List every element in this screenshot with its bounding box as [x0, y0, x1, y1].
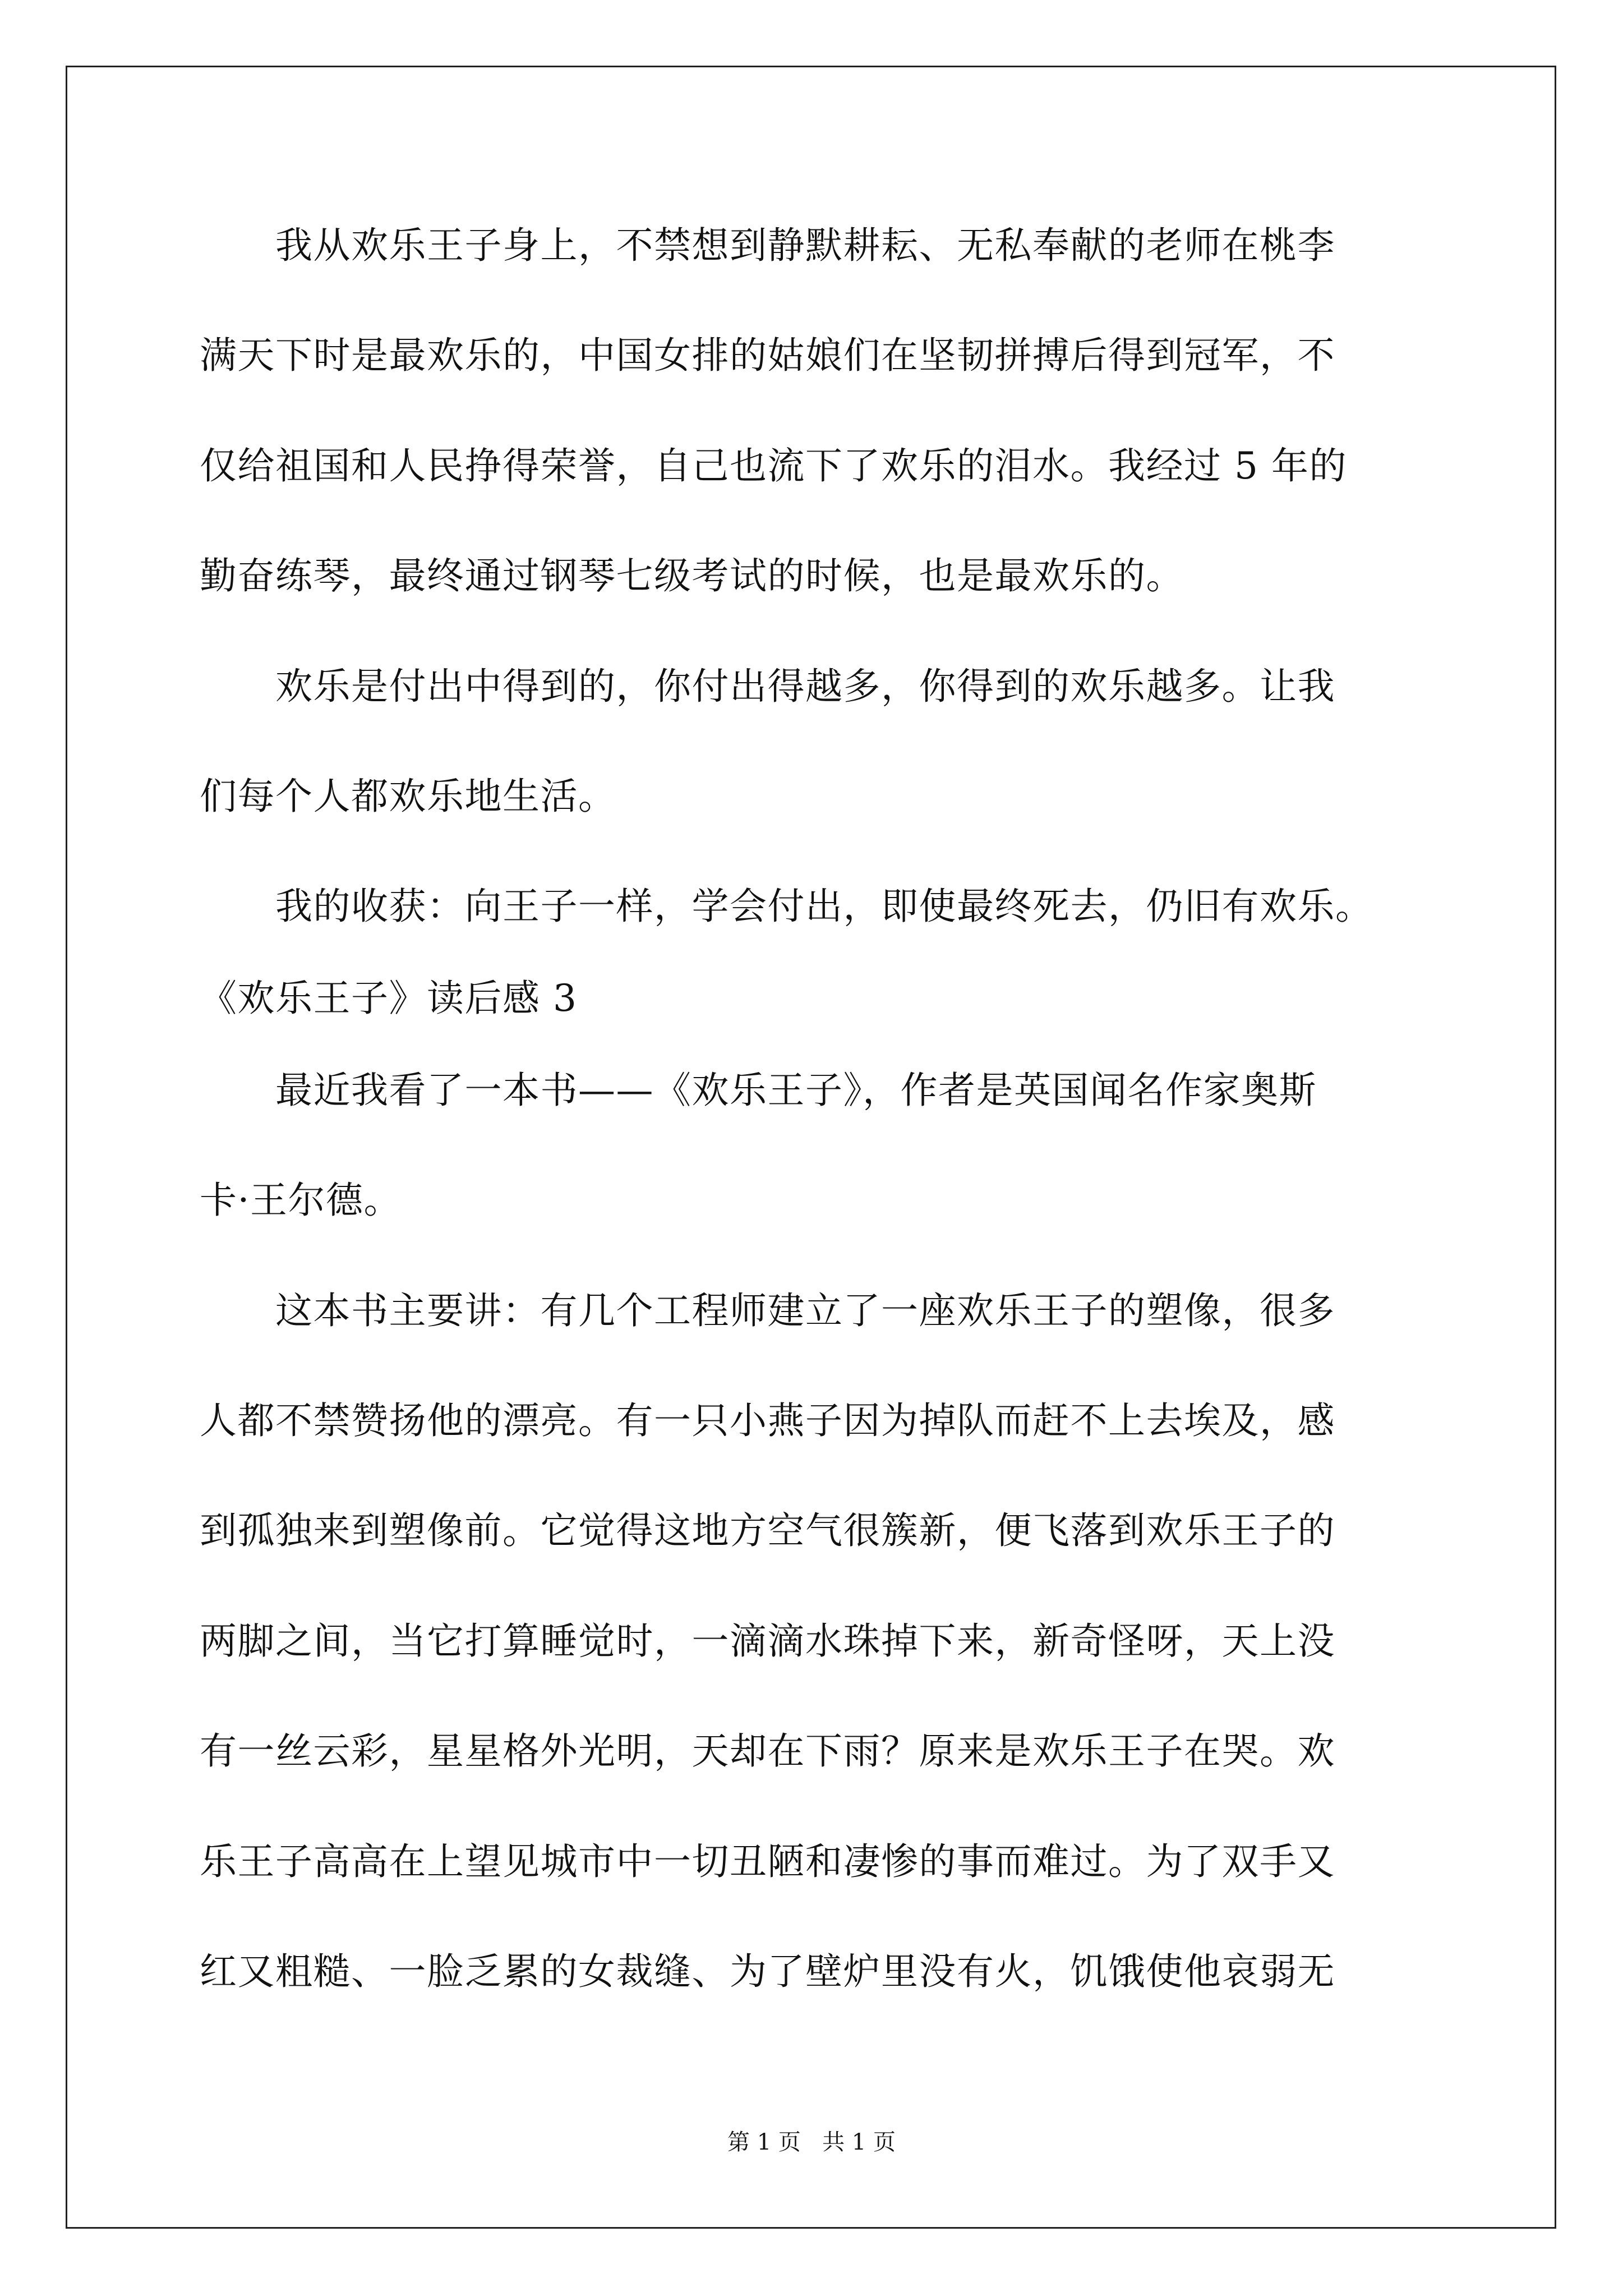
section-heading: 《欢乐王子》读后感 3	[200, 977, 578, 1020]
paragraph-line: 们每个人都欢乐地生活。	[200, 775, 616, 818]
page-footer: 第 1 页 共 1 页	[727, 2129, 896, 2155]
paragraph-line: 我的收获：向王子一样，学会付出，即使最终死去，仍旧有欢乐。	[200, 885, 1373, 928]
paragraph-line: 欢乐是付出中得到的，你付出得越多，你得到的欢乐越多。让我	[200, 665, 1335, 708]
paragraph-line: 到孤独来到塑像前。它觉得这地方空气很簇新，便飞落到欢乐王子的	[200, 1509, 1335, 1552]
paragraph-line: 有一丝云彩，星星格外光明，天却在下雨？原来是欢乐王子在哭。欢	[200, 1729, 1335, 1773]
paragraph-line: 最近我看了一本书——《欢乐王子》，作者是英国闻名作家奥斯	[200, 1069, 1317, 1112]
paragraph-line: 两脚之间，当它打算睡觉时，一滴滴水珠掉下来，新奇怪呀，天上没	[200, 1619, 1335, 1663]
paragraph-line: 红又粗糙、一脸乏累的女裁缝、为了壁炉里没有火，饥饿使他哀弱无	[200, 1950, 1335, 1993]
paragraph-line: 勤奋练琴，最终通过钢琴七级考试的时候，也是最欢乐的。	[200, 554, 1184, 597]
paragraph-line: 我从欢乐王子身上，不禁想到静默耕耘、无私奉献的老师在桃李	[200, 224, 1335, 267]
paragraph-line: 这本书主要讲：有几个工程师建立了一座欢乐王子的塑像，很多	[200, 1289, 1335, 1332]
paragraph-line: 满天下时是最欢乐的，中国女排的姑娘们在坚韧拼搏后得到冠军，不	[200, 334, 1335, 377]
paragraph-line: 卡·王尔德。	[200, 1179, 402, 1222]
paragraph-line: 仅给祖国和人民挣得荣誉，自己也流下了欢乐的泪水。我经过 5 年的	[200, 444, 1347, 487]
page-border	[66, 66, 1556, 2229]
paragraph-line: 人都不禁赞扬他的漂亮。有一只小燕子因为掉队而赶不上去埃及，感	[200, 1399, 1335, 1442]
paragraph-line: 乐王子高高在上望见城市中一切丑陋和凄惨的事而难过。为了双手又	[200, 1840, 1335, 1883]
